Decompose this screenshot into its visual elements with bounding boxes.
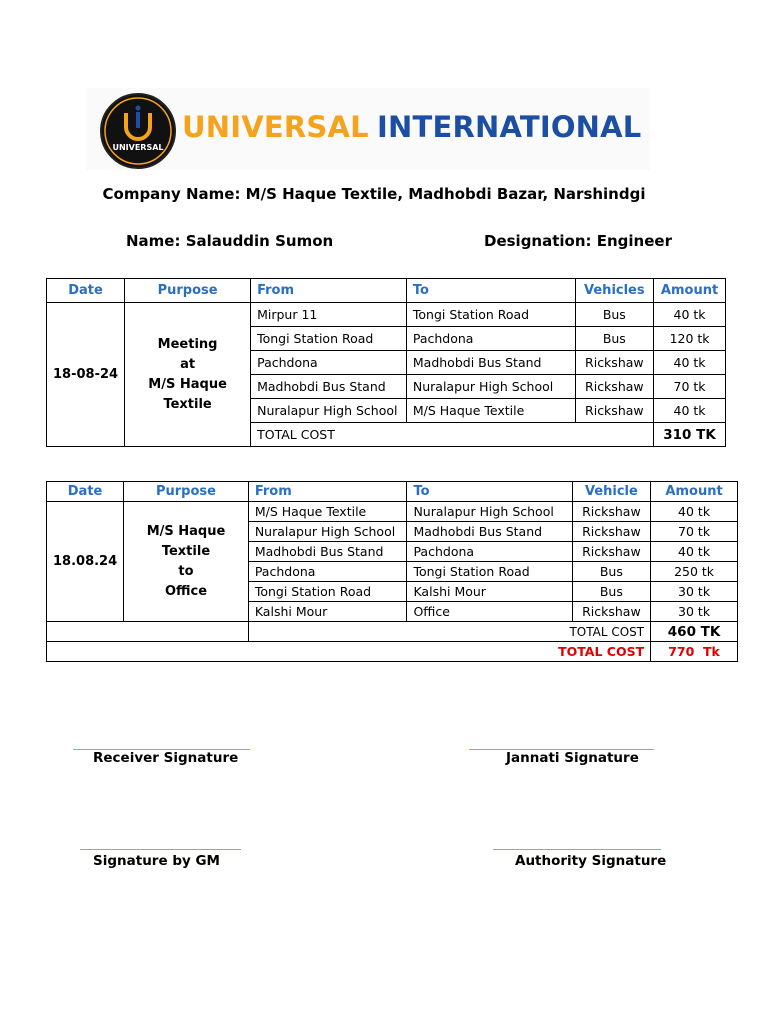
cell-vehicle: Rickshaw	[575, 351, 654, 375]
logo-badge-icon	[100, 93, 176, 169]
purpose-line: M/S Haque	[148, 376, 227, 392]
cell-to: Tongi Station Road	[407, 562, 572, 582]
header-amount: Amount	[654, 279, 726, 303]
cell-amount: 30 tk	[651, 582, 738, 602]
cell-amount: 40 tk	[651, 502, 738, 522]
logo-word-international: INTERNATIONAL	[377, 110, 642, 144]
company-logo	[86, 88, 650, 170]
header-vehicles: Vehicles	[575, 279, 654, 303]
cell-amount: 40 tk	[651, 542, 738, 562]
cell-from: Pachdona	[251, 351, 407, 375]
cell-to: Nuralapur High School	[406, 375, 575, 399]
purpose-line: Textile	[161, 543, 211, 559]
header-from: From	[248, 482, 407, 502]
cell-to: Kalshi Mour	[407, 582, 572, 602]
table-header-row	[47, 482, 738, 502]
cell-from: Tongi Station Road	[248, 582, 407, 602]
cell-amount: 70 tk	[654, 375, 726, 399]
cell-from: Pachdona	[248, 562, 407, 582]
total-label: TOTAL COST	[248, 622, 650, 642]
cell-to: Pachdona	[406, 327, 575, 351]
cell-amount: 40 tk	[654, 351, 726, 375]
cell-from: Madhobdi Bus Stand	[248, 542, 407, 562]
header-to: To	[407, 482, 572, 502]
cell-amount: 30 tk	[651, 602, 738, 622]
cell-vehicle: Bus	[572, 582, 651, 602]
employee-designation: Designation: Engineer	[484, 232, 672, 250]
cell-vehicle: Rickshaw	[572, 522, 651, 542]
logo-word-universal: UNIVERSAL	[182, 110, 369, 144]
cell-to: Madhobdi Bus Stand	[407, 522, 572, 542]
cell-from: Nuralapur High School	[248, 522, 407, 542]
header-vehicle: Vehicle	[572, 482, 651, 502]
employee-name: Name: Salauddin Sumon	[126, 232, 334, 250]
gm-signature-line	[80, 849, 241, 850]
company-name: Company Name: M/S Haque Textile, Madhobdi Bazar, Narshindgi	[102, 185, 646, 203]
cell-from: Tongi Station Road	[251, 327, 407, 351]
purpose-line: to	[178, 563, 194, 579]
purpose-line: Meeting	[157, 336, 218, 352]
cell-amount: 120 tk	[654, 327, 726, 351]
cell-vehicle: Bus	[572, 562, 651, 582]
gm-signature-label: Signature by GM	[93, 853, 220, 869]
total-label: TOTAL COST	[251, 423, 654, 447]
total-spacer	[47, 622, 249, 642]
trip-date: 18-08-24	[47, 303, 125, 447]
cell-to: M/S Haque Textile	[406, 399, 575, 423]
grand-total-row	[47, 642, 738, 662]
cell-to: Nuralapur High School	[407, 502, 572, 522]
total-amount: 460 TK	[651, 622, 738, 642]
cell-from: Kalshi Mour	[248, 602, 407, 622]
header-to: To	[406, 279, 575, 303]
purpose-line: M/S Haque	[146, 523, 226, 539]
header-from: From	[251, 279, 407, 303]
cell-vehicle: Rickshaw	[575, 375, 654, 399]
header-purpose: Purpose	[125, 279, 251, 303]
cell-to: Pachdona	[407, 542, 572, 562]
table-row	[47, 303, 726, 327]
cell-vehicle: Rickshaw	[572, 542, 651, 562]
authority-signature-label: Authority Signature	[515, 853, 667, 869]
total-row	[47, 622, 738, 642]
cell-from: Mirpur 11	[251, 303, 407, 327]
cell-vehicle: Rickshaw	[575, 399, 654, 423]
cell-amount: 250 tk	[651, 562, 738, 582]
cell-vehicle: Bus	[575, 303, 654, 327]
logo-badge-text: UNIVERSAL	[112, 143, 164, 152]
cell-to: Tongi Station Road	[406, 303, 575, 327]
trip-date: 18.08.24	[47, 502, 124, 622]
jannati-signature-label: Jannati Signature	[506, 750, 639, 766]
trip-table-1	[46, 278, 726, 447]
cell-amount: 40 tk	[654, 303, 726, 327]
cell-to: Office	[407, 602, 572, 622]
cell-vehicle: Rickshaw	[572, 602, 651, 622]
purpose-line: Textile	[163, 396, 212, 412]
trip-table-2	[46, 481, 738, 662]
cell-vehicle: Bus	[575, 327, 654, 351]
header-amount: Amount	[651, 482, 738, 502]
authority-signature-line	[493, 849, 661, 850]
purpose-line: Office	[164, 583, 208, 599]
total-amount: 310 TK	[654, 423, 726, 447]
grand-total-amount: 770 Tk	[651, 642, 738, 662]
grand-total-label: TOTAL COST	[47, 642, 651, 662]
cell-from: M/S Haque Textile	[248, 502, 407, 522]
cell-amount: 40 tk	[654, 399, 726, 423]
cell-to: Madhobdi Bus Stand	[406, 351, 575, 375]
trip-purpose	[124, 502, 249, 622]
cell-from: Madhobdi Bus Stand	[251, 375, 407, 399]
header-purpose: Purpose	[124, 482, 249, 502]
receiver-signature-label: Receiver Signature	[93, 750, 239, 766]
table-header-row	[47, 279, 726, 303]
trip-purpose	[125, 303, 251, 447]
header-date: Date	[47, 482, 124, 502]
cell-from: Nuralapur High School	[251, 399, 407, 423]
purpose-line: at	[180, 356, 196, 372]
cell-amount: 70 tk	[651, 522, 738, 542]
table-row	[47, 502, 738, 522]
header-date: Date	[47, 279, 125, 303]
cell-vehicle: Rickshaw	[572, 502, 651, 522]
